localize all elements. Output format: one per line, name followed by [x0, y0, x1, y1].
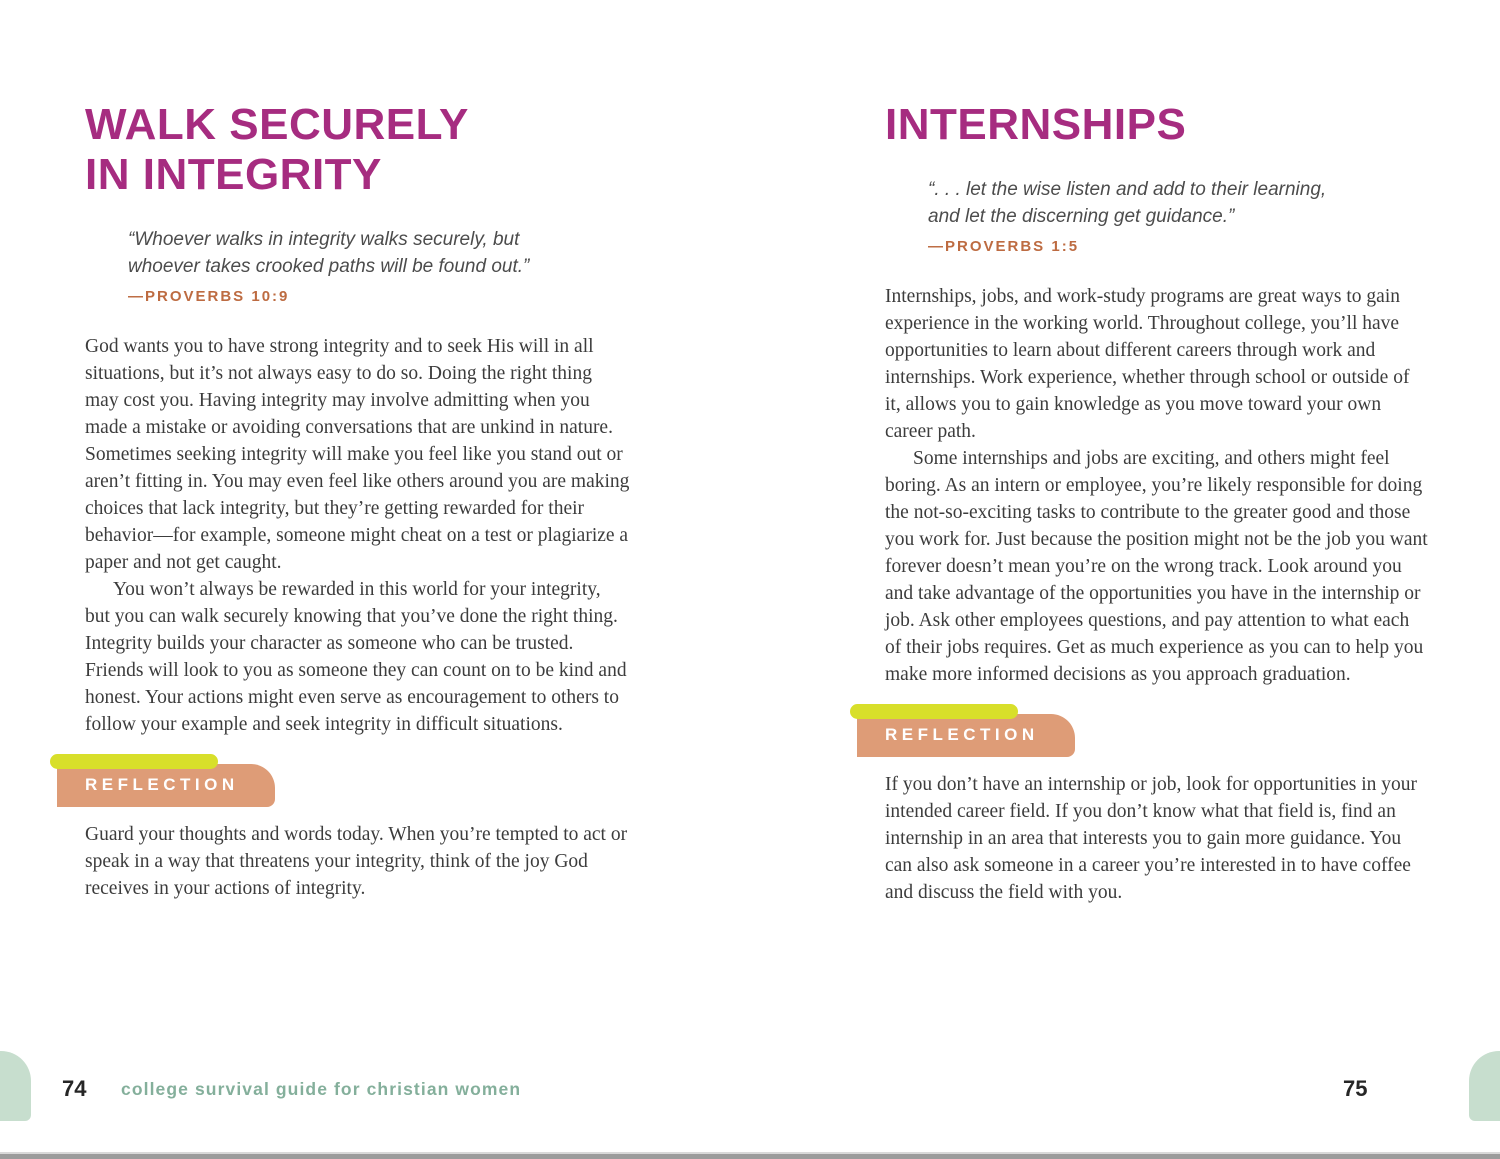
left-reflection-badge	[57, 764, 275, 807]
right-scripture-quote	[928, 176, 1430, 255]
right-chapter-title	[885, 100, 1430, 150]
footer-book-title: college survival guide for christian women	[121, 1079, 522, 1099]
page-bottom-edge	[0, 1152, 1500, 1159]
right-page-number: 75	[1343, 1076, 1368, 1101]
right-reflection-text: If you don’t have an internship or job, look for opportunities in your intended career field. If you don’t know what that field is, find an internship in an area that interests you to gain more guidance. You can also ask someone in a career you’re interested in to have coffee and discuss the field with you.	[885, 774, 1418, 903]
left-highlight-bar	[50, 754, 218, 769]
left-verse-reference: —PROVERBS 10:9	[128, 288, 290, 305]
left-quote-line1: “Whoever walks in integrity walks securely, but	[128, 229, 520, 250]
right-paragraph-2: Some internships and jobs are exciting, and others might feel boring. As an intern or employee, you’re likely responsible for doing the not-so-exciting tasks to contribute to the greater good and those you work for. Just because the position might not be the job you want forever doesn’t mean you’re on the wrong track. Look around you and take advantage of the opportunities you have in the internship or job. Ask other employees questions, and pay attention to what each of their jobs requires. Get as much experience as you can to help you make more informed decisions as you approach graduation.	[885, 448, 1428, 685]
right-verse-reference: —PROVERBS 1:5	[928, 238, 1080, 255]
right-page	[885, 100, 1430, 906]
right-quote-line2: and let the discerning get guidance.”	[928, 206, 1235, 227]
left-quote-line2: whoever takes crooked paths will be found out.”	[128, 256, 530, 277]
left-scripture-quote	[128, 226, 630, 305]
left-reflection-text: Guard your thoughts and words today. When you’re tempted to act or speak in a way that threatens your integrity, think of the joy God receives in your actions of integrity.	[85, 824, 628, 899]
left-body-text	[85, 333, 630, 738]
left-paragraph-2: You won’t always be rewarded in this world for your integrity, but you can walk securely knowing that you’ve done the right thing. Integrity builds your character as someone who can be trusted. Friends will look to you as someone they can count on to be kind and honest. Your actions might even serve as encouragement to others to follow your example and seek integrity in difficult situations.	[85, 579, 627, 735]
right-corner-ornament	[1469, 1051, 1500, 1121]
right-body-text	[885, 283, 1430, 688]
right-reflection-badge	[857, 714, 1075, 757]
left-paragraph-1: God wants you to have strong integrity and to seek His will in all situations, but it’s not always easy to do so. Doing the right thing may cost you. Having integrity may involve admitting when you made a mistake or avoiding conversations that are unkind in nature. Sometimes seeking integrity will make you feel like you stand out or aren’t fitting in. You may even feel like others around you are making choices that lack integrity, but they’re getting rewarded for their behavior—for example, someone might cheat on a test or plagiarize a paper and not get caught.	[85, 336, 630, 573]
left-page-number: 74	[62, 1076, 87, 1101]
right-reflection-label: REFLECTION	[885, 725, 1039, 744]
left-corner-ornament	[0, 1051, 31, 1121]
left-chapter-title	[85, 100, 630, 200]
right-quote-line1: “. . . let the wise listen and add to their learning,	[928, 179, 1327, 200]
right-highlight-bar	[850, 704, 1018, 719]
left-page	[85, 100, 630, 902]
right-chapter-title-line1: INTERNSHIPS	[885, 100, 1187, 149]
left-chapter-title-line1: WALK SECURELY	[85, 100, 469, 149]
right-paragraph-1: Internships, jobs, and work-study programs are great ways to gain experience in the working world. Throughout college, you’ll have opportunities to learn about different careers through work and internships. Work experience, whether through school or outside of it, allows you to gain knowledge as you move toward your own career path.	[885, 286, 1410, 442]
left-reflection-label: REFLECTION	[85, 775, 239, 794]
left-chapter-title-line2: IN INTEGRITY	[85, 150, 382, 199]
